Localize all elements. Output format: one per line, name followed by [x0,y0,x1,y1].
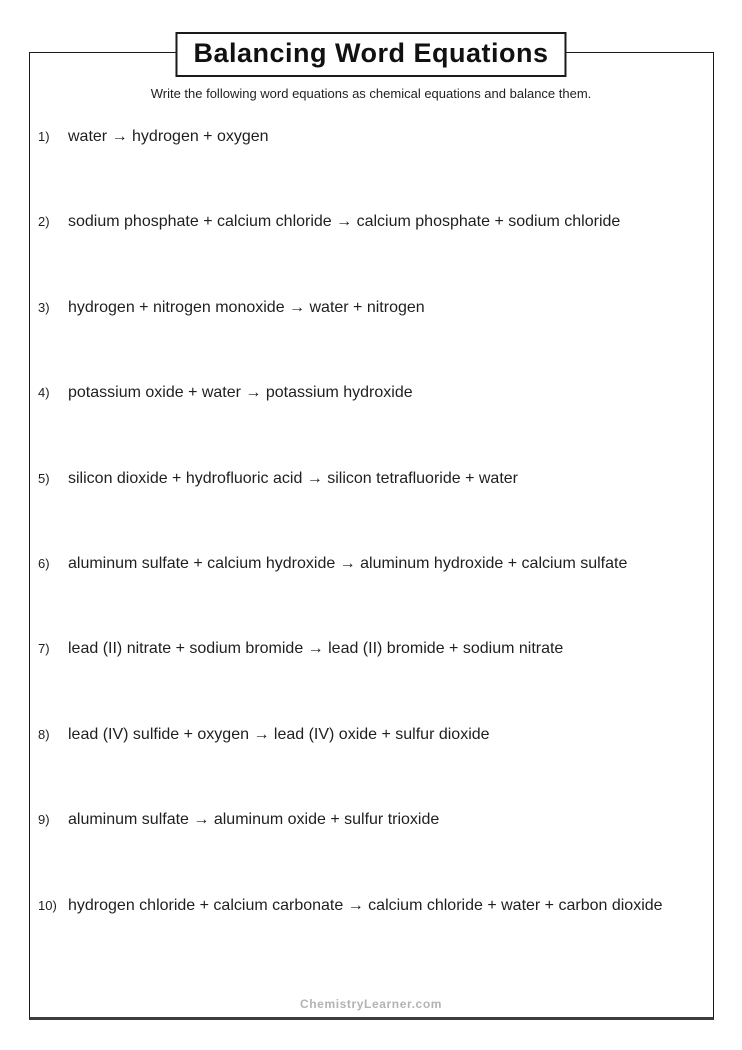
equation-number: 2) [38,214,50,230]
equation-item-8 [38,724,688,809]
equation-number: 6) [38,555,50,571]
equation-item-6 [38,553,688,638]
equation-item-5 [38,468,688,553]
equation-text: aluminum sulfate → aluminum oxide + sulfur trioxide [68,811,440,829]
equation-number: 4) [38,385,50,401]
equation-number: 7) [38,641,50,657]
equation-text: lead (IV) sulfide + oxygen → lead (IV) oxide + sulfur dioxide [68,725,490,743]
equation-text: potassium oxide + water → potassium hydroxide [68,384,413,402]
equation-item-1 [38,126,688,211]
equation-text: hydrogen + nitrogen monoxide → water + nitrogen [68,298,425,316]
footer-watermark: ChemistryLearner.com [299,997,443,1011]
equation-number: 1) [38,129,50,144]
equation-text: water → hydrogen + oxygen [68,128,269,145]
instruction-text: Write the following word equations as chemical equations and balance them. [150,86,592,101]
equation-text: silicon dioxide + hydrofluoric acid → silicon tetrafluoride + water [68,469,518,487]
equation-item-7 [38,638,688,723]
equation-item-3 [38,297,688,382]
equation-item-2 [38,211,688,296]
equation-item-10 [38,895,688,917]
equation-list [38,126,688,917]
equation-number: 5) [38,470,50,486]
worksheet-title-box [175,32,566,77]
equation-item-4 [38,382,688,467]
equation-text: hydrogen chloride + calcium carbonate → calcium chloride + water + carbon dioxide [68,896,663,914]
equation-number: 10) [38,897,57,913]
equation-number: 3) [38,299,50,315]
equation-number: 9) [38,812,50,828]
equation-text: aluminum sulfate + calcium hydroxide → aluminum hydroxide + calcium sulfate [68,554,628,572]
equation-number: 8) [38,726,50,742]
page-title: Balancing Word Equations [193,38,549,68]
equation-item-9 [38,809,688,894]
equation-text: sodium phosphate + calcium chloride → calcium phosphate + sodium chloride [68,213,621,231]
equation-text: lead (II) nitrate + sodium bromide → lead (II) bromide + sodium nitrate [68,640,564,658]
